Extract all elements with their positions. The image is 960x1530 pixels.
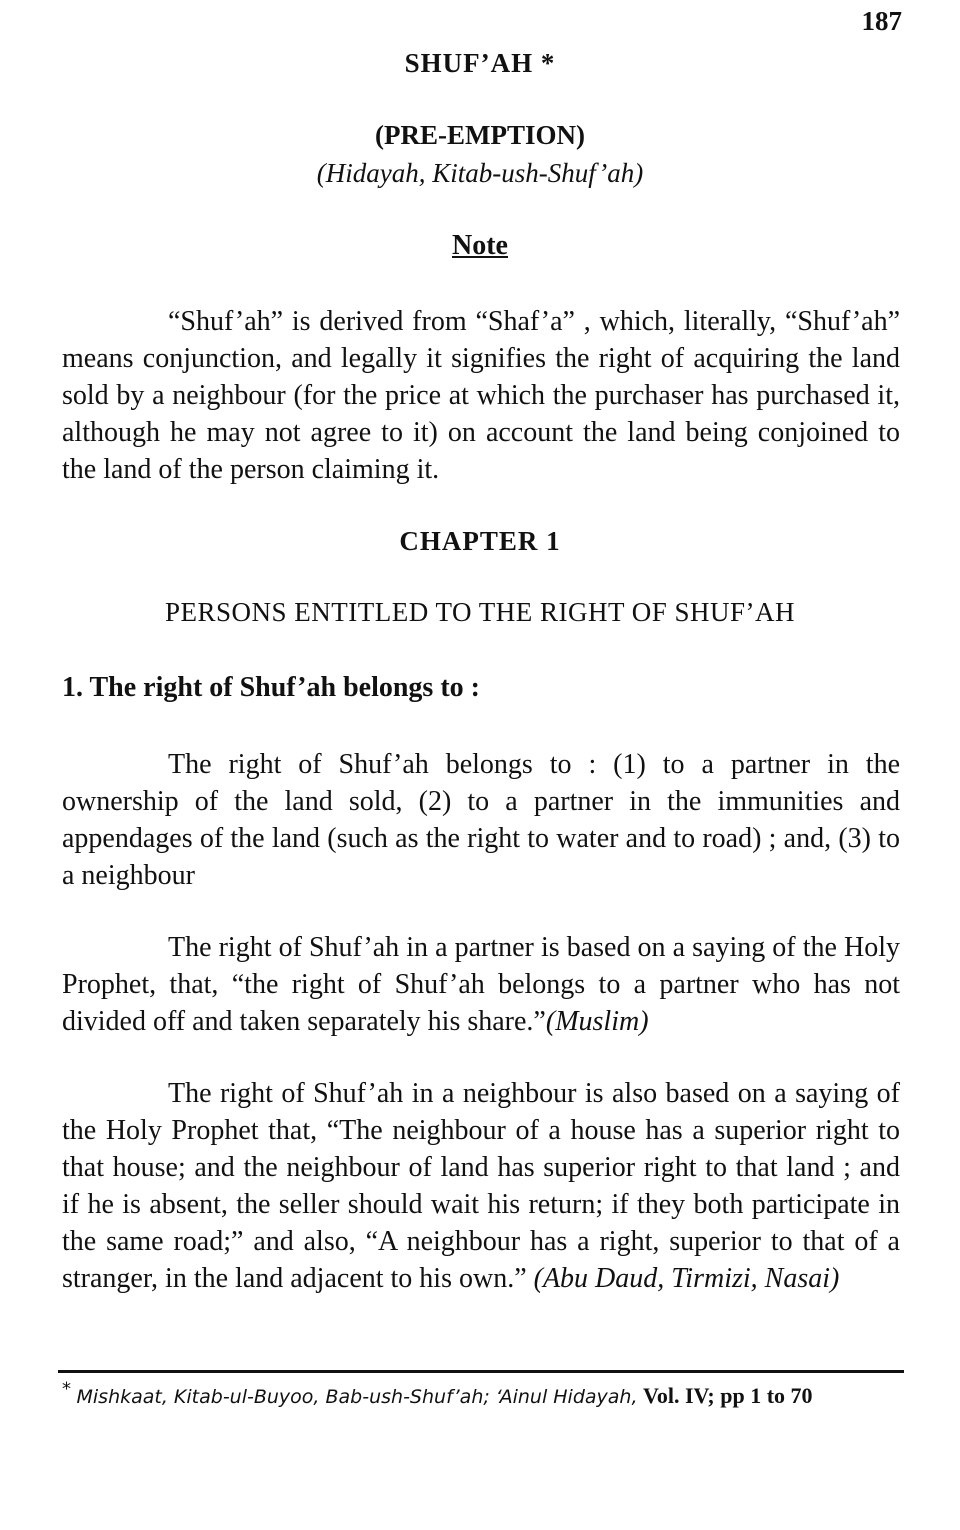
citation-muslim: (Muslim) xyxy=(545,1006,649,1037)
footnote xyxy=(62,1380,900,1413)
source-reference: (Hidayah, Kitab-ush-Shuf’ah) xyxy=(316,158,644,188)
page-title: SHUF’AH * xyxy=(404,48,556,78)
paragraph-partner-basis-text: The right of Shuf’ah in a partner is based on a saying of the Holy Prophet, that, “the right of Shuf’ah belongs to a partner who has not divided off and taken separately his share.” xyxy=(62,932,900,1037)
citation-abu-daud: (Abu Daud, Tirmizi, Nasai) xyxy=(533,1263,840,1294)
chapter-label: CHAPTER 1 xyxy=(399,526,561,556)
paragraph-neighbour-basis-text: The right of Shuf’ah in a neighbour is also based on a saying of the Holy Prophet that, “The neighbour of a house has a superior right to that house; and the neighbour of land has superior right to that land ; and if he is absent, the seller should wait his return; if they both participate in the same road;” and also, “A neighbour has a right, superior to that of a stranger, in the land adjacent to his own.” xyxy=(62,1078,900,1294)
paragraph-partners: The right of Shuf’ah belongs to : (1) to a partner in the ownership of the land sold, (2) to a partner in the immunities and appendages of the land (such as the right to water and to road) ; and, (3) to a neighbour xyxy=(62,749,900,891)
footnote-italic-text: Mishkaat, Kitab-ul-Buyoo, Bab-ush-Shuf’ah; ‘Ainul Hidayah, xyxy=(76,1386,638,1408)
section-heading: 1. The right of Shuf’ah belongs to : xyxy=(62,672,480,703)
intro-paragraph: “Shuf’ah” is derived from “Shaf’a” , which, literally, “Shuf’ah” means conjunction, and legally it signifies the right of acquiring the land sold by a neighbour (for the price at which the purchaser has purchased it, although he may not agree to it) on account the land being conjoined to the land of the person claiming it. xyxy=(62,306,900,485)
footnote-rule xyxy=(58,1370,904,1373)
footnote-marker: * xyxy=(62,1378,71,1400)
paragraph-partner-basis xyxy=(62,929,900,1040)
page-number: 187 xyxy=(861,6,902,36)
footnote-regular-text: Vol. IV; pp 1 to 70 xyxy=(643,1383,813,1408)
paragraph-neighbour-basis xyxy=(62,1075,900,1297)
note-heading: Note xyxy=(452,230,508,261)
page-subtitle: (PRE-EMPTION) xyxy=(375,120,585,150)
chapter-title: PERSONS ENTITLED TO THE RIGHT OF SHUF’AH xyxy=(164,597,796,627)
